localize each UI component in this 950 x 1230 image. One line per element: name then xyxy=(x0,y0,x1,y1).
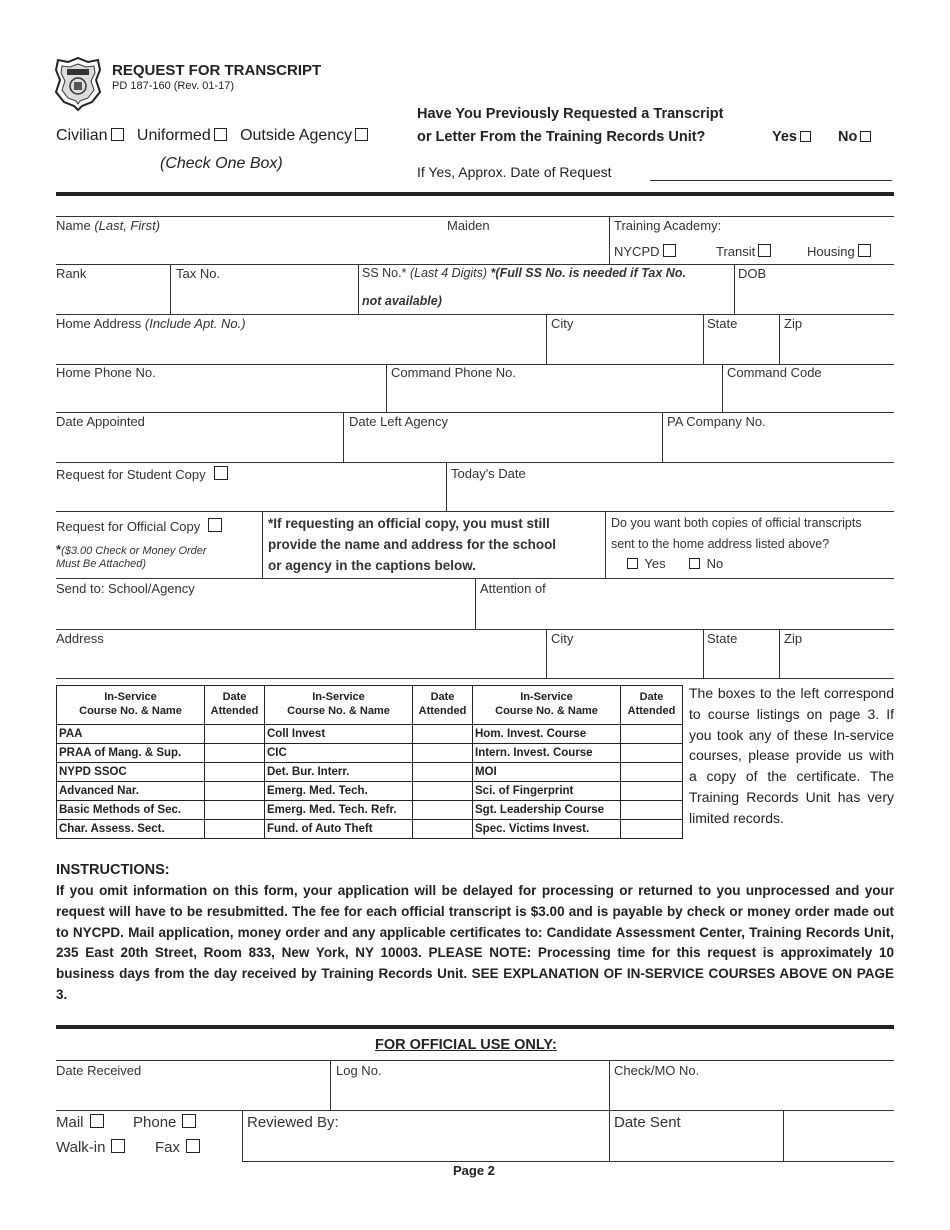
date-attended-cell[interactable] xyxy=(413,801,473,820)
mail-checkbox[interactable] xyxy=(90,1114,104,1128)
zip2-label: Zip xyxy=(784,631,803,646)
official-copy-checkbox[interactable] xyxy=(208,518,222,532)
option-uniformed[interactable]: Uniformed xyxy=(137,127,227,144)
date-attended-cell[interactable] xyxy=(621,801,683,820)
courses-header-row xyxy=(57,686,683,725)
command-code-label: Command Code xyxy=(727,365,822,380)
academy-transit[interactable]: Transit xyxy=(716,244,771,259)
course-name: Emerg. Med. Tech. Refr. xyxy=(265,801,413,820)
fax-checkbox[interactable] xyxy=(186,1139,200,1153)
date-attended-cell[interactable] xyxy=(413,744,473,763)
rank-label: Rank xyxy=(56,266,87,281)
state-label: State xyxy=(707,316,738,331)
date-col-header: Date Attended xyxy=(413,686,473,725)
prev-yes-checkbox[interactable] xyxy=(800,131,811,142)
date-attended-cell[interactable] xyxy=(621,820,683,839)
ss-note: not available) xyxy=(362,294,442,308)
table-row xyxy=(57,801,683,820)
academy-label: Training Academy: xyxy=(614,218,722,233)
course-name: CIC xyxy=(265,744,413,763)
academy-housing[interactable]: Housing xyxy=(807,244,871,259)
civilian-checkbox[interactable] xyxy=(111,128,124,141)
page-number: Page 2 xyxy=(453,1163,495,1178)
date-attended-cell[interactable] xyxy=(413,782,473,801)
table-row xyxy=(57,725,683,744)
date-attended-cell[interactable] xyxy=(205,763,265,782)
official-fee-note-2: Must Be Attached) xyxy=(56,558,147,570)
course-name: Emerg. Med. Tech. xyxy=(265,782,413,801)
if-yes-label: If Yes, Approx. Date of Request xyxy=(417,164,612,180)
prev-request-question-2: or Letter From the Training Records Unit? xyxy=(417,129,706,145)
mail-option[interactable]: Mail xyxy=(56,1114,104,1131)
both-no-checkbox[interactable] xyxy=(689,558,700,569)
send-to-label: Send to: School/Agency xyxy=(56,581,195,596)
table-row xyxy=(57,820,683,839)
official-heading: FOR OFFICIAL USE ONLY: xyxy=(375,1037,557,1053)
date-attended-cell[interactable] xyxy=(621,763,683,782)
date-attended-cell[interactable] xyxy=(413,820,473,839)
course-col-header: In-Service Course No. & Name xyxy=(57,686,205,725)
header-divider xyxy=(56,192,894,196)
student-copy-checkbox[interactable] xyxy=(214,466,228,480)
course-name: Spec. Victims Invest. xyxy=(473,820,621,839)
prev-request-yes[interactable]: Yes xyxy=(772,129,814,145)
reviewed-by-label: Reviewed By: xyxy=(247,1114,339,1131)
dob-label: DOB xyxy=(738,266,767,281)
course-name: Coll Invest xyxy=(265,725,413,744)
todays-date-label: Today's Date xyxy=(451,466,526,481)
option-outside-agency[interactable]: Outside Agency xyxy=(240,127,368,144)
course-name: Hom. Invest. Course xyxy=(473,725,621,744)
table-row xyxy=(57,744,683,763)
walk-in-option[interactable]: Walk-in xyxy=(56,1139,125,1156)
type-note: (Check One Box) xyxy=(160,155,283,172)
outside-agency-checkbox[interactable] xyxy=(355,128,368,141)
course-name: Sci. of Fingerprint xyxy=(473,782,621,801)
date-received-label: Date Received xyxy=(56,1063,142,1078)
option-civilian[interactable]: Civilian xyxy=(56,127,124,144)
prev-no-checkbox[interactable] xyxy=(860,131,871,142)
date-attended-cell[interactable] xyxy=(621,725,683,744)
course-name: Char. Assess. Sect. xyxy=(57,820,205,839)
phone-option[interactable]: Phone xyxy=(133,1114,196,1131)
both-copies-question-2: sent to the home address listed above? xyxy=(611,537,830,551)
both-copies-yes[interactable]: Yes xyxy=(624,556,666,571)
date-attended-cell[interactable] xyxy=(621,782,683,801)
both-copies-question-1: Do you want both copies of official transcripts xyxy=(611,516,862,530)
state2-label: State xyxy=(707,631,738,646)
course-col-header: In-Service Course No. & Name xyxy=(265,686,413,725)
tax-label: Tax No. xyxy=(176,266,221,281)
housing-checkbox[interactable] xyxy=(858,244,871,257)
date-attended-cell[interactable] xyxy=(205,744,265,763)
address-label: Address xyxy=(56,631,104,646)
instructions-body: If you omit information on this form, your application will be delayed for processing or returned to you unprocessed and your request will have to be resubmitted. The fee for each official transcript is $3.00 and is payable by check or money order made out to NYCPD. Mail application, money order and any applicable certificates to: Candidate Assessment Center, Training Records Unit, 235 East 20th Street, Room 833, New York, NY 10003. PLEASE NOTE: Processing time for this request is approximately 10 business days from the day received by Training Records Unit. SEE EXPLANATION OF IN-SERVICE COURSES ABOVE ON PAGE 3. xyxy=(56,883,894,1002)
prev-request-question-1: Have You Previously Requested a Transcript xyxy=(417,106,724,122)
course-name: Det. Bur. Interr. xyxy=(265,763,413,782)
both-copies-no[interactable]: No xyxy=(686,556,723,571)
official-note-1: *If requesting an official copy, you must still xyxy=(268,516,550,531)
both-yes-checkbox[interactable] xyxy=(627,558,638,569)
city2-label: City xyxy=(551,631,574,646)
date-left-label: Date Left Agency xyxy=(349,414,449,429)
course-name: Basic Methods of Sec. xyxy=(57,801,205,820)
form-title: REQUEST FOR TRANSCRIPT xyxy=(112,62,322,79)
date-attended-cell[interactable] xyxy=(205,801,265,820)
if-yes-date-line[interactable] xyxy=(650,180,892,181)
uniformed-checkbox[interactable] xyxy=(214,128,227,141)
row-line xyxy=(56,216,894,217)
course-name: PRAA of Mang. & Sup. xyxy=(57,744,205,763)
course-name: NYPD SSOC xyxy=(57,763,205,782)
student-copy-option[interactable]: Request for Student Copy xyxy=(56,466,228,482)
academy-nycpd[interactable]: NYCPD xyxy=(614,244,676,259)
official-copy-option[interactable]: Request for Official Copy xyxy=(56,518,222,534)
date-sent-label: Date Sent xyxy=(614,1114,681,1131)
home-address-label: Home Address (Include Apt. No.) xyxy=(56,316,246,331)
course-name: Fund. of Auto Theft xyxy=(265,820,413,839)
phone-checkbox[interactable] xyxy=(182,1114,196,1128)
requester-type-group xyxy=(56,127,368,145)
date-attended-cell[interactable] xyxy=(205,725,265,744)
nycpd-checkbox[interactable] xyxy=(663,244,676,257)
course-col-header: In-Service Course No. & Name xyxy=(473,686,621,725)
maiden-label: Maiden xyxy=(447,218,490,233)
course-name: Sgt. Leadership Course xyxy=(473,801,621,820)
course-name: Intern. Invest. Course xyxy=(473,744,621,763)
date-attended-cell[interactable] xyxy=(205,782,265,801)
courses-side-note: The boxes to the left correspond to course listings on page 3. If you took any of these In-service courses, please provide us with a copy of the certificate. The Training Records Unit has very limited records. xyxy=(689,685,894,826)
log-no-label: Log No. xyxy=(336,1063,382,1078)
pa-company-label: PA Company No. xyxy=(667,414,766,429)
course-name: MOI xyxy=(473,763,621,782)
date-appointed-label: Date Appointed xyxy=(56,414,145,429)
table-row xyxy=(57,782,683,801)
fax-option[interactable]: Fax xyxy=(155,1139,200,1156)
official-note-3: or agency in the captions below. xyxy=(268,558,477,573)
transit-checkbox[interactable] xyxy=(758,244,771,257)
date-col-header: Date Attended xyxy=(621,686,683,725)
zip-label: Zip xyxy=(784,316,803,331)
city-label: City xyxy=(551,316,574,331)
name-label: Name (Last, First) xyxy=(56,218,161,233)
check-mo-label: Check/MO No. xyxy=(614,1063,700,1078)
date-attended-cell[interactable] xyxy=(621,744,683,763)
form-number: PD 187-160 (Rev. 01-17) xyxy=(112,80,235,92)
attention-label: Attention of xyxy=(480,581,546,596)
home-phone-label: Home Phone No. xyxy=(56,365,156,380)
course-name: PAA xyxy=(57,725,205,744)
official-divider xyxy=(56,1025,894,1029)
course-name: Advanced Nar. xyxy=(57,782,205,801)
date-col-header: Date Attended xyxy=(205,686,265,725)
prev-request-no[interactable]: No xyxy=(838,129,874,145)
date-attended-cell[interactable] xyxy=(205,820,265,839)
official-note-2: provide the name and address for the school xyxy=(268,537,557,552)
ss-label: SS No.* (Last 4 Digits) *(Full SS No. is needed if Tax No. xyxy=(362,266,686,280)
official-fee-note-1: *($3.00 Check or Money Order xyxy=(56,542,207,557)
police-badge-icon xyxy=(54,56,102,112)
command-phone-label: Command Phone No. xyxy=(391,365,517,380)
walk-in-checkbox[interactable] xyxy=(111,1139,125,1153)
table-row xyxy=(57,763,683,782)
date-attended-cell[interactable] xyxy=(413,725,473,744)
courses-table xyxy=(56,685,683,839)
date-attended-cell[interactable] xyxy=(413,763,473,782)
instructions-heading: INSTRUCTIONS: xyxy=(56,862,170,878)
